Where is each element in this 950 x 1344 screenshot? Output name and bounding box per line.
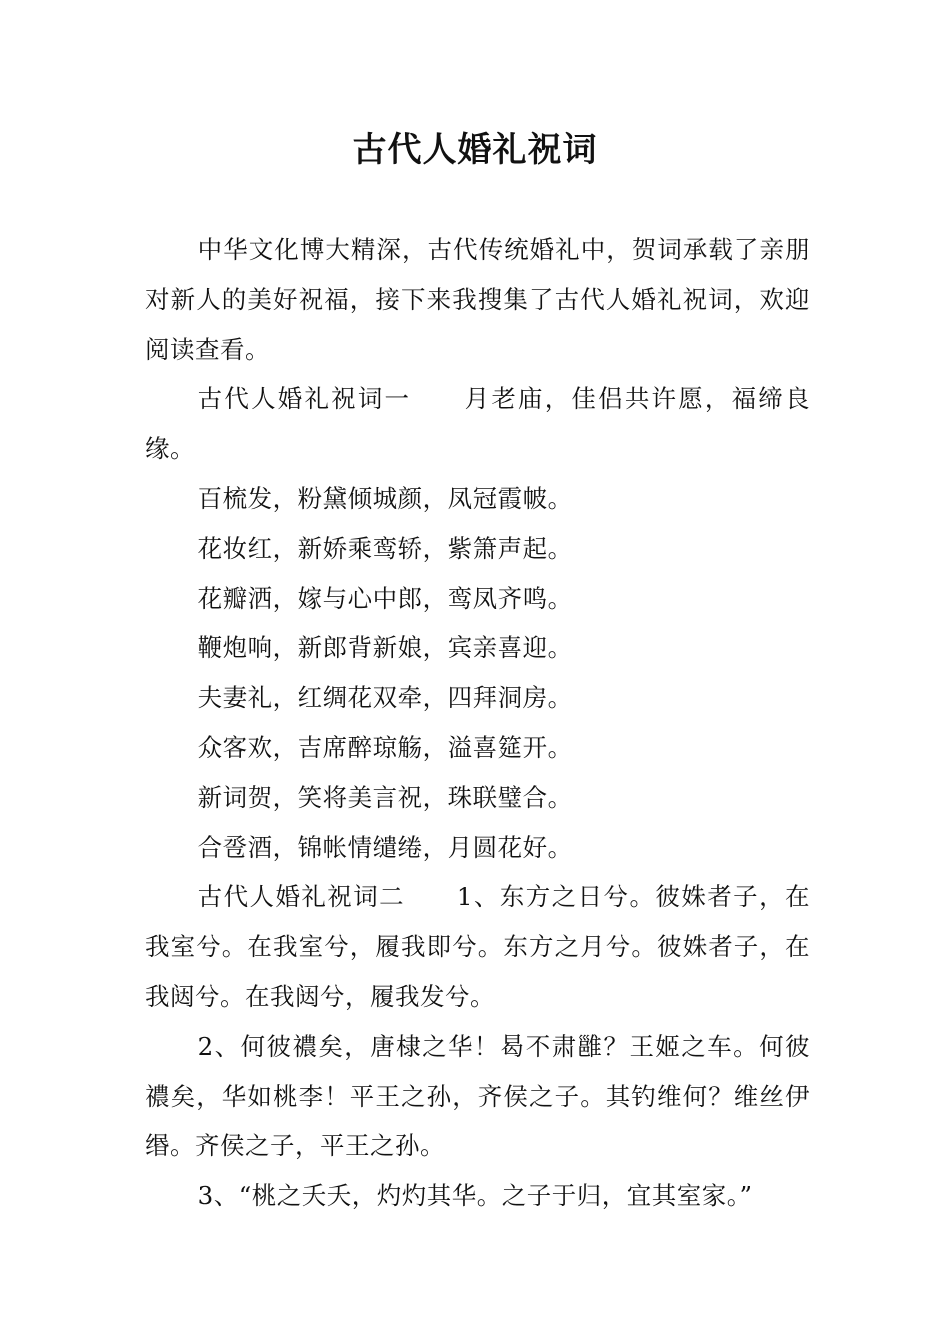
- paragraph-verse: 百梳发，粉黛倾城颜，凤冠霞帔。: [197, 483, 573, 513]
- paragraph-verse: 花瓣洒，嫁与心中郎，鸾凤齐鸣。: [197, 583, 573, 613]
- paragraph-section-two-item-1: 古代人婚礼祝词二 1、东方之日兮。彼姝者子，在我室兮。在我室兮，履我即兮。东方之月兮。彼姝者子，在我闼兮。在我闼兮，履我发兮。: [145, 882, 810, 1011]
- paragraph-section-two-item-3: 3、“桃之夭夭，灼灼其华。之子于归，宜其室家。”: [197, 1181, 753, 1211]
- paragraph-section-one-heading: 古代人婚礼祝词一 月老庙，佳侣共许愿，福缔良缘。: [145, 384, 810, 464]
- paragraph-verse: 众客欢，吉席醉琼觞，溢喜筵开。: [197, 732, 573, 762]
- paragraph-verse: 夫妻礼，红绸花双牵，四拜洞房。: [197, 683, 573, 713]
- paragraph-intro: 中华文化博大精深，古代传统婚礼中，贺词承载了亲朋对新人的美好祝福，接下来我搜集了古代人婚礼祝词，欢迎阅读查看。: [145, 235, 810, 364]
- paragraph-verse: 新词贺，笑将美言祝，珠联璧合。: [197, 782, 573, 812]
- paragraph-section-two-item-2: 2、何彼禯矣，唐棣之华！曷不肃雝？王姬之车。何彼禯矣，华如桃李！平王之孙，齐侯之子。其钓维何？维丝伊缗。齐侯之子，平王之孙。: [145, 1031, 810, 1161]
- document-body: [145, 225, 810, 1221]
- paragraph-verse: 花妆红，新娇乘鸾轿，紫箫声起。: [197, 533, 573, 563]
- paragraph-verse: 合卺酒，锦帐情缱绻，月圆花好。: [197, 832, 573, 862]
- paragraph-verse: 鞭炮响，新郎背新娘，宾亲喜迎。: [197, 633, 573, 663]
- document-title: 古代人婚礼祝词: [352, 130, 598, 170]
